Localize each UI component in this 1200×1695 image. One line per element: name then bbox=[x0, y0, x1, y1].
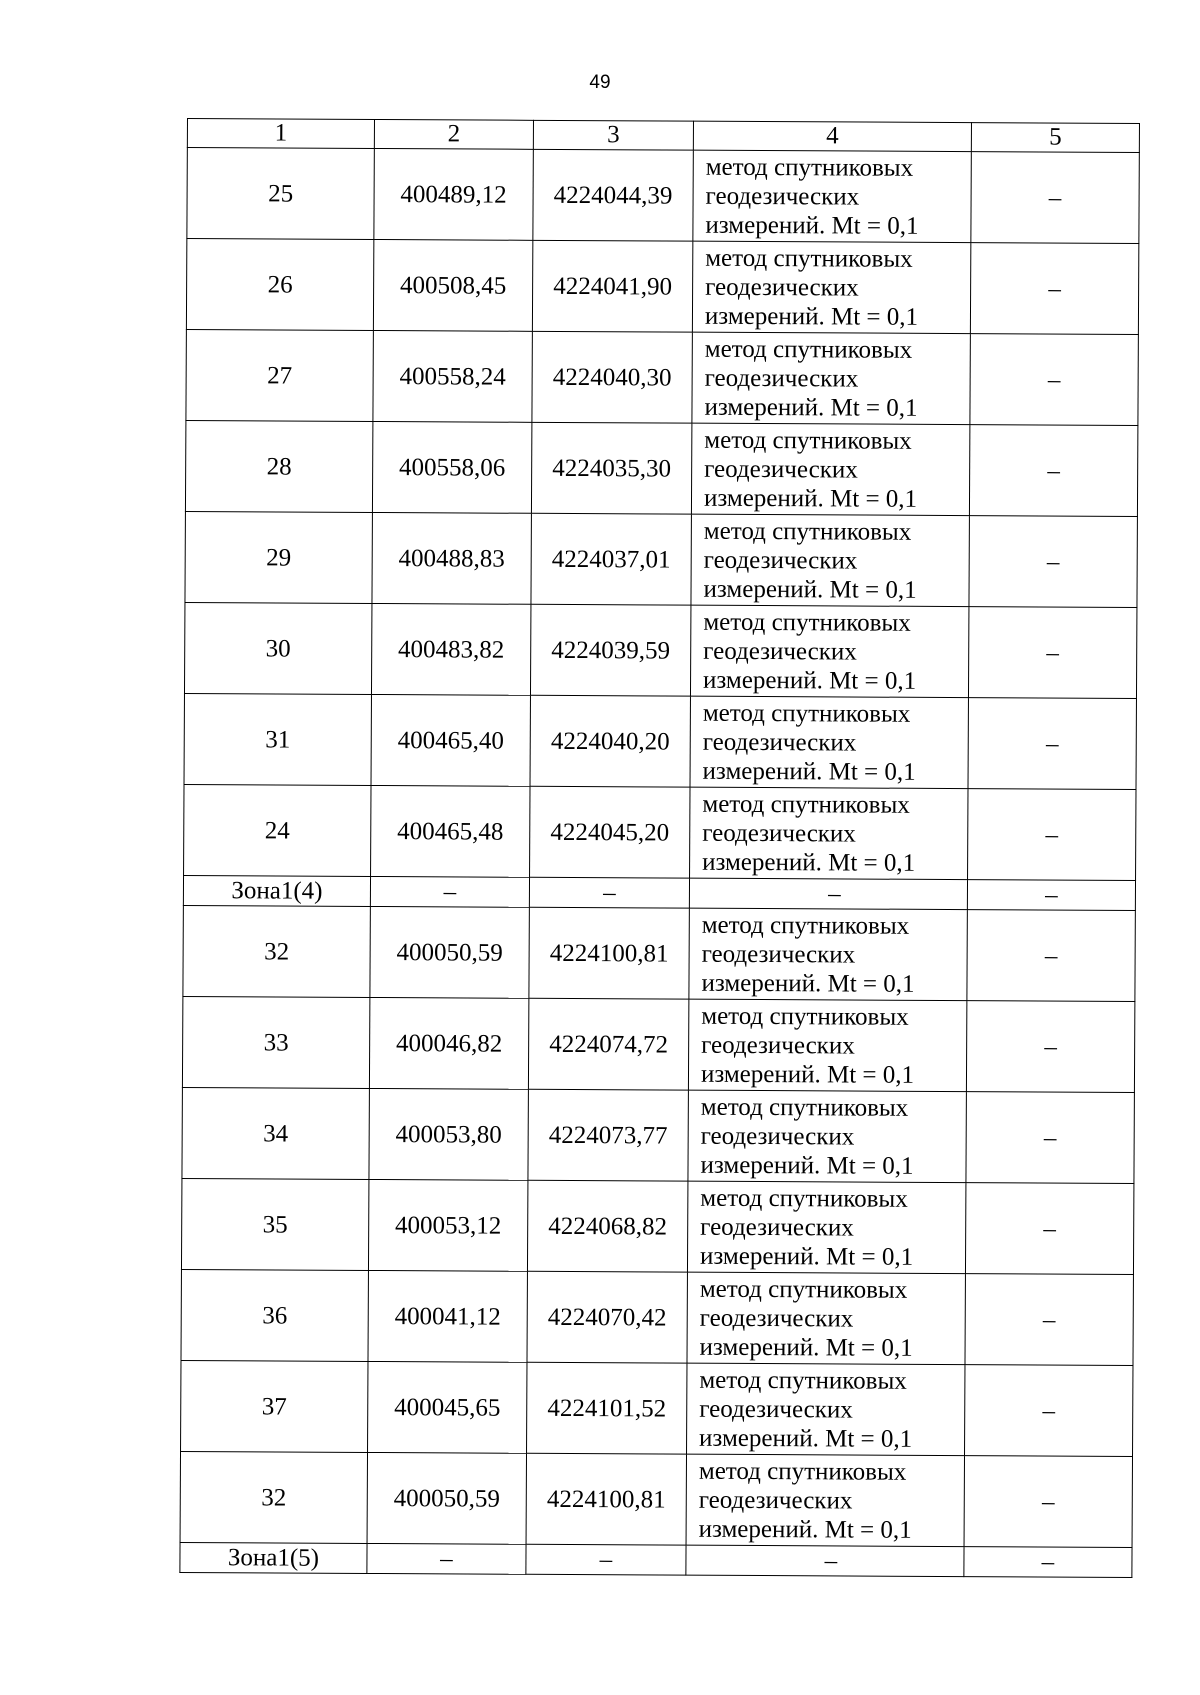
point-number-cell bbox=[184, 784, 371, 876]
col5-cell-text: – bbox=[1043, 1124, 1057, 1152]
y-coordinate-cell-text: 4224068,82 bbox=[548, 1212, 668, 1241]
point-number-cell-text: 37 bbox=[261, 1392, 287, 1421]
coordinates-table bbox=[179, 118, 1140, 1578]
table-row bbox=[186, 329, 1138, 425]
point-number-cell-text: 32 bbox=[261, 1483, 287, 1512]
y-coordinate-cell-text: 4224041,90 bbox=[553, 272, 673, 301]
method-cell-text: метод спутниковых геодезических измерений. Mt = 0,1 bbox=[700, 1002, 915, 1089]
method-cell-text: метод спутниковых геодезических измерений. Mt = 0,1 bbox=[700, 1093, 914, 1180]
page-number: 49 bbox=[589, 72, 611, 93]
y-coordinate-cell-text: 4224100,81 bbox=[549, 939, 669, 968]
col5-cell-text: – bbox=[1046, 548, 1060, 576]
method-cell-text: метод спутниковых геодезических измерений. Mt = 0,1 bbox=[702, 699, 916, 786]
point-number-cell-text: 34 bbox=[263, 1119, 289, 1148]
x-coordinate-cell bbox=[369, 997, 528, 1089]
col5-cell bbox=[969, 425, 1137, 517]
y-coordinate-cell-text: 4224040,30 bbox=[552, 363, 672, 392]
y-coordinate-cell bbox=[530, 695, 690, 787]
method-cell-text: метод спутниковых геодезических измерений. Mt = 0,1 bbox=[699, 1184, 914, 1271]
point-number-cell bbox=[181, 1178, 368, 1270]
point-number-cell bbox=[182, 996, 369, 1088]
x-coordinate-cell bbox=[373, 330, 532, 422]
y-coordinate-cell-text: 4224035,30 bbox=[552, 454, 672, 483]
x-coordinate-cell-text: 400050,59 bbox=[396, 938, 503, 967]
x-coordinate-cell-text: 400046,82 bbox=[395, 1029, 503, 1058]
table-row bbox=[182, 1087, 1134, 1183]
y-coordinate-cell bbox=[532, 240, 692, 332]
col5-cell-text: – bbox=[1041, 1548, 1055, 1576]
method-cell bbox=[688, 999, 966, 1091]
point-number-cell-text: 33 bbox=[263, 1028, 289, 1057]
point-number-cell bbox=[186, 329, 373, 421]
y-coordinate-cell bbox=[529, 877, 689, 908]
method-cell bbox=[690, 696, 968, 788]
y-coordinate-cell bbox=[526, 1544, 686, 1575]
table-row bbox=[185, 511, 1137, 607]
x-coordinate-cell bbox=[372, 512, 531, 604]
y-coordinate-cell-text: 4224070,42 bbox=[547, 1303, 667, 1332]
col5-cell bbox=[964, 1456, 1132, 1548]
method-cell bbox=[687, 1272, 965, 1364]
method-cell-text: метод спутниковых геодезических измерений. Mt = 0,1 bbox=[704, 335, 918, 422]
point-number-cell bbox=[180, 1542, 367, 1573]
y-coordinate-cell bbox=[530, 604, 690, 696]
y-coordinate-cell bbox=[532, 331, 692, 423]
col5-cell bbox=[968, 607, 1136, 699]
point-number-cell bbox=[185, 420, 372, 512]
x-coordinate-cell-text: 400489,12 bbox=[400, 180, 507, 209]
x-coordinate-cell bbox=[368, 1361, 527, 1453]
header-cell-1: 1 bbox=[187, 119, 374, 149]
header-cell-2: 2 bbox=[374, 119, 533, 149]
x-coordinate-cell-text: – bbox=[440, 1545, 453, 1573]
method-cell bbox=[690, 787, 968, 879]
x-coordinate-cell-text: 400465,40 bbox=[397, 726, 504, 755]
method-cell bbox=[690, 605, 968, 697]
table-row bbox=[181, 1269, 1133, 1365]
point-number-cell-text: Зона1(5) bbox=[227, 1544, 320, 1572]
method-cell bbox=[691, 514, 969, 606]
x-coordinate-cell bbox=[368, 1270, 527, 1362]
col5-cell bbox=[964, 1547, 1132, 1578]
table-row bbox=[181, 1360, 1133, 1456]
col5-cell-text: – bbox=[1043, 1214, 1057, 1243]
col5-cell bbox=[968, 789, 1136, 881]
col5-cell bbox=[966, 1092, 1134, 1184]
point-number-cell-text: 26 bbox=[267, 270, 293, 299]
x-coordinate-cell bbox=[371, 694, 530, 786]
col5-cell bbox=[969, 516, 1137, 608]
y-coordinate-cell bbox=[528, 1089, 688, 1181]
point-number-cell bbox=[180, 1451, 367, 1543]
col5-cell bbox=[971, 152, 1139, 244]
col5-cell bbox=[968, 698, 1136, 790]
y-coordinate-cell bbox=[531, 513, 691, 605]
method-cell-text: метод спутниковых геодезических измерений. Mt = 0,1 bbox=[705, 153, 919, 240]
method-cell-text: – bbox=[828, 880, 841, 908]
y-coordinate-cell bbox=[530, 786, 690, 878]
y-coordinate-cell bbox=[527, 1362, 687, 1454]
y-coordinate-cell-text: – bbox=[603, 879, 616, 907]
header-cell-3: 3 bbox=[533, 120, 693, 150]
method-cell-text: метод спутниковых геодезических измерений. Mt = 0,1 bbox=[699, 1366, 913, 1453]
point-number-cell-text: Зона1(4) bbox=[231, 877, 323, 905]
col5-cell-text: – bbox=[1041, 1487, 1055, 1516]
point-number-cell-text: 30 bbox=[265, 634, 291, 663]
x-coordinate-cell bbox=[372, 421, 531, 513]
point-number-cell bbox=[184, 602, 371, 694]
point-number-cell-text: 32 bbox=[264, 937, 290, 966]
point-number-cell-text: 27 bbox=[267, 361, 293, 390]
col5-cell-text: – bbox=[1044, 942, 1058, 970]
method-cell bbox=[687, 1363, 965, 1455]
y-coordinate-cell-text: 4224037,01 bbox=[551, 545, 671, 574]
point-number-cell bbox=[185, 511, 372, 603]
y-coordinate-cell bbox=[527, 1271, 687, 1363]
col5-cell-text: – bbox=[1048, 184, 1062, 212]
y-coordinate-cell-text: – bbox=[599, 1546, 613, 1574]
y-coordinate-cell bbox=[533, 149, 693, 241]
point-number-cell-text: 24 bbox=[264, 816, 290, 845]
x-coordinate-cell-text: – bbox=[443, 878, 457, 906]
col5-cell-text: – bbox=[1047, 366, 1061, 394]
method-cell bbox=[693, 150, 971, 242]
col5-cell-text: – bbox=[1042, 1305, 1056, 1334]
y-coordinate-cell bbox=[528, 998, 688, 1090]
x-coordinate-cell-text: 400488,83 bbox=[398, 544, 505, 573]
method-cell-text: метод спутниковых геодезических измерений. Mt = 0,1 bbox=[703, 517, 917, 604]
point-number-cell bbox=[183, 875, 370, 906]
method-cell bbox=[686, 1454, 964, 1546]
y-coordinate-cell-text: 4224073,77 bbox=[548, 1121, 668, 1150]
table-row bbox=[182, 996, 1134, 1092]
col5-cell-text: – bbox=[1042, 1396, 1056, 1425]
point-number-cell bbox=[187, 148, 374, 240]
y-coordinate-cell-text: 4224040,20 bbox=[550, 727, 670, 756]
y-coordinate-cell bbox=[531, 422, 691, 514]
table-row bbox=[184, 693, 1136, 789]
method-cell bbox=[692, 332, 970, 424]
zone-row bbox=[180, 1542, 1132, 1577]
table-row bbox=[187, 148, 1139, 244]
method-cell-text: метод спутниковых геодезических измерений. Mt = 0,1 bbox=[702, 790, 916, 877]
y-coordinate-cell-text: 4224039,59 bbox=[551, 636, 671, 665]
point-number-cell-text: 29 bbox=[266, 543, 292, 572]
x-coordinate-cell bbox=[374, 148, 533, 240]
y-coordinate-cell bbox=[526, 1453, 686, 1545]
x-coordinate-cell-text: 400558,24 bbox=[399, 362, 506, 391]
method-cell bbox=[687, 1181, 965, 1273]
x-coordinate-cell-text: 400050,59 bbox=[393, 1484, 500, 1513]
point-number-cell-text: 36 bbox=[262, 1301, 288, 1330]
table-row bbox=[180, 1451, 1132, 1547]
y-coordinate-cell-text: 4224101,52 bbox=[547, 1394, 667, 1423]
point-number-cell bbox=[186, 239, 373, 331]
x-coordinate-cell bbox=[373, 239, 532, 331]
y-coordinate-cell bbox=[527, 1180, 687, 1272]
col5-cell bbox=[970, 243, 1138, 335]
y-coordinate-cell bbox=[529, 907, 689, 999]
col5-cell-text: – bbox=[1046, 639, 1060, 667]
col5-cell bbox=[967, 880, 1135, 911]
x-coordinate-cell-text: 400045,65 bbox=[394, 1393, 501, 1422]
method-cell-text: метод спутниковых геодезических измерений. Mt = 0,1 bbox=[698, 1457, 912, 1544]
y-coordinate-cell-text: 4224074,72 bbox=[549, 1030, 669, 1059]
col5-cell bbox=[970, 334, 1138, 426]
point-number-cell bbox=[182, 1087, 369, 1179]
table-row bbox=[183, 905, 1135, 1001]
method-cell-text: метод спутниковых геодезических измерений. Mt = 0,1 bbox=[704, 244, 919, 331]
x-coordinate-cell bbox=[368, 1179, 527, 1271]
point-number-cell bbox=[183, 905, 370, 997]
table-row bbox=[185, 420, 1137, 516]
x-coordinate-cell bbox=[371, 603, 530, 695]
col5-cell-text: – bbox=[1045, 730, 1059, 758]
method-cell bbox=[689, 908, 967, 1000]
y-coordinate-cell-text: 4224045,20 bbox=[550, 818, 670, 847]
x-coordinate-cell-text: 400053,80 bbox=[395, 1120, 502, 1149]
y-coordinate-cell-text: 4224100,81 bbox=[546, 1485, 666, 1514]
method-cell-text: – bbox=[824, 1547, 838, 1575]
method-cell bbox=[686, 1545, 964, 1576]
method-cell bbox=[692, 241, 970, 333]
col5-cell-text: – bbox=[1045, 881, 1058, 909]
method-cell-text: метод спутниковых геодезических измерений. Mt = 0,1 bbox=[699, 1275, 913, 1362]
header-cell-4: 4 bbox=[693, 121, 971, 151]
point-number-cell-text: 25 bbox=[268, 179, 294, 208]
point-number-cell bbox=[181, 1269, 368, 1361]
col5-cell-text: – bbox=[1047, 457, 1060, 485]
method-cell-text: метод спутниковых геодезических измерений. Mt = 0,1 bbox=[701, 911, 915, 998]
x-coordinate-cell bbox=[371, 785, 530, 877]
y-coordinate-cell-text: 4224044,39 bbox=[553, 181, 673, 210]
col5-cell bbox=[965, 1365, 1133, 1457]
table-row bbox=[184, 784, 1136, 880]
col5-cell bbox=[965, 1274, 1133, 1366]
method-cell-text: метод спутниковых геодезических измерений. Mt = 0,1 bbox=[702, 608, 917, 695]
point-number-cell-text: 35 bbox=[262, 1210, 288, 1239]
col5-cell bbox=[965, 1183, 1133, 1275]
table-row bbox=[184, 602, 1136, 698]
x-coordinate-cell bbox=[367, 1452, 526, 1544]
col5-cell bbox=[966, 1001, 1134, 1093]
table-row bbox=[181, 1178, 1133, 1274]
x-coordinate-cell bbox=[370, 876, 529, 907]
x-coordinate-cell-text: 400558,06 bbox=[398, 453, 506, 482]
col5-cell-text: – bbox=[1044, 1033, 1057, 1061]
col5-cell-text: – bbox=[1045, 821, 1059, 849]
point-number-cell-text: 28 bbox=[266, 452, 292, 481]
table-row bbox=[186, 239, 1138, 335]
col5-cell bbox=[967, 910, 1135, 1002]
x-coordinate-cell-text: 400465,48 bbox=[397, 817, 504, 846]
method-cell bbox=[688, 1090, 966, 1182]
x-coordinate-cell bbox=[369, 1088, 528, 1180]
x-coordinate-cell-text: 400041,12 bbox=[394, 1302, 501, 1331]
zone-row bbox=[183, 875, 1135, 910]
header-cell-5: 5 bbox=[971, 123, 1139, 153]
x-coordinate-cell-text: 400483,82 bbox=[398, 635, 505, 664]
method-cell bbox=[689, 878, 967, 909]
x-coordinate-cell-text: 400508,45 bbox=[399, 271, 507, 300]
x-coordinate-cell-text: 400053,12 bbox=[395, 1211, 502, 1240]
col5-cell-text: – bbox=[1048, 275, 1061, 303]
method-cell bbox=[691, 423, 969, 515]
point-number-cell bbox=[181, 1360, 368, 1452]
point-number-cell bbox=[184, 693, 371, 785]
point-number-cell-text: 31 bbox=[265, 725, 291, 754]
x-coordinate-cell bbox=[370, 906, 529, 998]
x-coordinate-cell bbox=[367, 1543, 526, 1574]
method-cell-text: метод спутниковых геодезических измерений. Mt = 0,1 bbox=[703, 426, 918, 513]
